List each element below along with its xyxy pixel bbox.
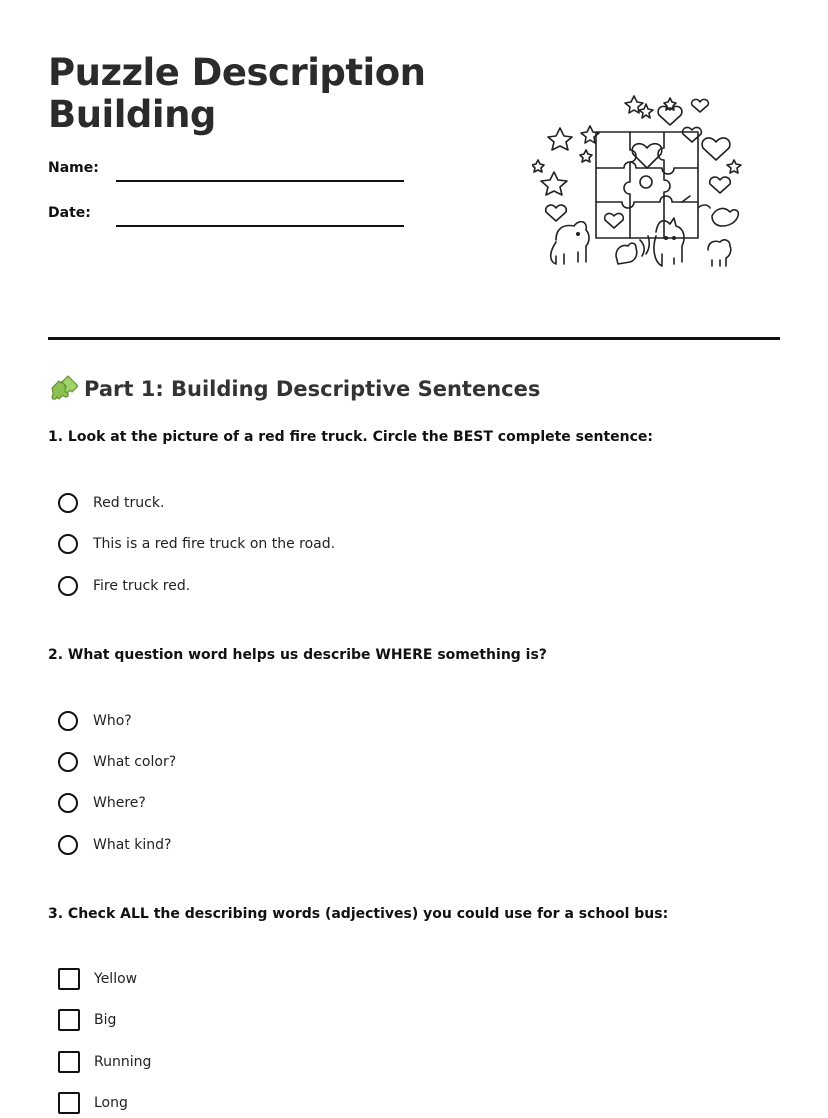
header-divider xyxy=(48,337,780,340)
checkbox[interactable] xyxy=(58,1051,80,1073)
option-label: Yellow xyxy=(94,971,138,987)
date-field[interactable] xyxy=(116,225,404,227)
question-2-option-3[interactable] xyxy=(58,791,146,815)
question-3-prompt: 3. Check ALL the describing words (adjectives) you could use for a school bus: xyxy=(48,906,669,922)
question-3-option-3[interactable] xyxy=(58,1050,151,1074)
radio-circle[interactable] xyxy=(58,493,78,513)
question-2-option-2[interactable] xyxy=(58,750,176,774)
question-2-prompt: 2. What question word helps us describe WHERE something is? xyxy=(48,647,547,663)
question-3-option-1[interactable] xyxy=(58,967,137,991)
radio-circle[interactable] xyxy=(58,752,78,772)
radio-circle[interactable] xyxy=(58,711,78,731)
radio-circle[interactable] xyxy=(58,576,78,596)
question-1-option-2[interactable] xyxy=(58,532,335,556)
title-line-1: Puzzle Description xyxy=(48,51,426,94)
part1-title: Part 1: Building Descriptive Sentences xyxy=(84,377,541,401)
option-label: What kind? xyxy=(93,837,172,853)
checkbox[interactable] xyxy=(58,1092,80,1114)
part1-heading xyxy=(48,374,540,404)
puzzle-doodle-icon xyxy=(532,90,748,276)
option-label: Big xyxy=(94,1012,117,1028)
option-label: Red truck. xyxy=(93,495,165,511)
radio-circle[interactable] xyxy=(58,534,78,554)
question-3-option-2[interactable] xyxy=(58,1008,116,1032)
option-label: Fire truck red. xyxy=(93,578,191,594)
question-1-option-3[interactable] xyxy=(58,574,190,598)
name-label: Name: xyxy=(48,160,99,176)
option-label: This is a red fire truck on the road. xyxy=(93,536,336,552)
checkbox[interactable] xyxy=(58,1009,80,1031)
worksheet-title xyxy=(48,52,508,136)
puzzle-piece-icon xyxy=(48,374,78,404)
radio-circle[interactable] xyxy=(58,793,78,813)
option-label: Who? xyxy=(93,713,132,729)
question-2-option-4[interactable] xyxy=(58,833,171,857)
title-line-2: Building xyxy=(48,93,216,136)
option-label: What color? xyxy=(93,754,177,770)
question-1-option-1[interactable] xyxy=(58,491,164,515)
radio-circle[interactable] xyxy=(58,835,78,855)
question-3-option-4[interactable] xyxy=(58,1091,128,1115)
name-field[interactable] xyxy=(116,180,404,182)
question-1-prompt: 1. Look at the picture of a red fire truck. Circle the BEST complete sentence: xyxy=(48,429,654,445)
date-label: Date: xyxy=(48,205,91,221)
option-label: Where? xyxy=(93,795,146,811)
question-2-option-1[interactable] xyxy=(58,709,132,733)
option-label: Running xyxy=(94,1054,152,1070)
checkbox[interactable] xyxy=(58,968,80,990)
option-label: Long xyxy=(94,1095,128,1111)
